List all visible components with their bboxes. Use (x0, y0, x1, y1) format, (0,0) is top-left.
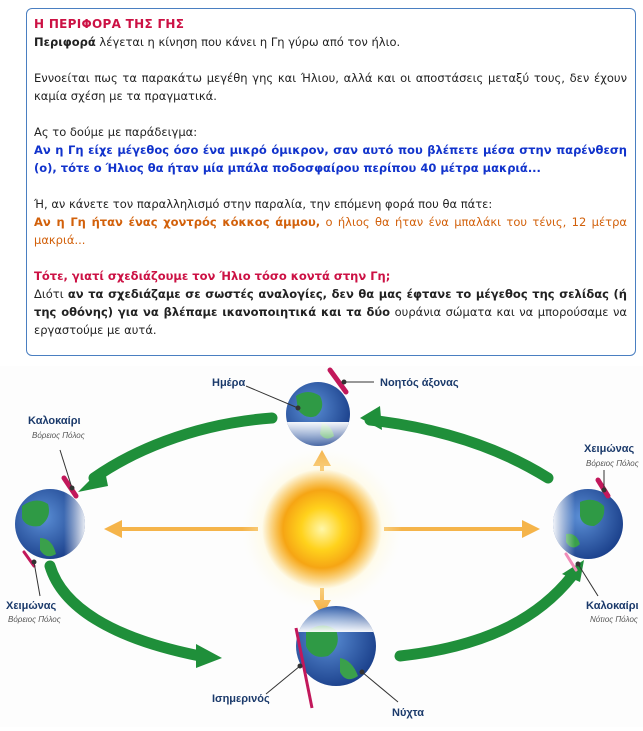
definition-term: Περιφορά (34, 35, 96, 49)
example-omicron: Αν η Γη είχε μέγεθος όσο ένα μικρό όμικρον, σαν αυτό που βλέπετε μέσα στην παρένθεση (ο), τότε ο Ήλιος θα ήταν μία μπάλα ποδοσφαίρου περίπου 40 μέτρα μακριά... (34, 143, 627, 175)
label-summer-right: Καλοκαίρι (586, 600, 639, 612)
label-summer-left-sub: Βόρειος Πόλος (32, 431, 85, 440)
label-night: Νύχτα (392, 707, 425, 719)
label-summer-left: Καλοκαίρι (28, 415, 81, 427)
label-winter-left: Χειμώνας (6, 600, 57, 612)
info-card (26, 8, 636, 356)
orbit-diagram (0, 366, 643, 727)
label-north-axis: Νοητός άξονας (380, 377, 459, 389)
orbit-arrow-top-left (94, 418, 272, 478)
label-equator: Ισημερινός (212, 693, 270, 705)
beach-intro: Ή, αν κάνετε τον παραλληλισμό στην παραλία, την επόμενη φορά που θα πάτε: (34, 197, 493, 211)
question-line: Τότε, γιατί σχεδιάζουμε τον Ήλιο τόσο κοντά στην Γη; (34, 269, 391, 283)
orbit-arrow-bottom-right (400, 576, 572, 656)
earth-right (553, 480, 623, 570)
earth-top (286, 370, 350, 452)
label-winter-right: Χειμώνας (584, 443, 635, 455)
orbit-arrow-bottom-left (50, 566, 200, 656)
answer-paragraph: Διότι αν τα σχεδιάζαμε σε σωστές αναλογίες, δεν θα μας έφτανε το μέγεθος της σελίδας (ή της οθόνης) για να βλέπαμε ικανοποιητικά και τα δύο ουράνια σώματα και να μπορούσαμε να εργαστούμε με αυτά. (34, 287, 627, 337)
scale-note-paragraph: Εννοείται πως τα παρακάτω μεγέθη γης και Ήλιου, αλλά και οι αποστάσεις μεταξύ τους, δεν έχουν καμία σχέση με τα πραγματικά. (34, 71, 627, 103)
earth-left (15, 478, 86, 566)
definition-paragraph: Περιφορά λέγεται η κίνηση που κάνει η Γη γύρω από τον ήλιο. (34, 35, 401, 49)
example-intro: Ας το δούμε με παράδειγμα: (34, 125, 198, 139)
sun (262, 469, 382, 589)
label-summer-right-sub: Νότιος Πόλος (590, 615, 638, 624)
label-winter-right-sub: Βόρειος Πόλος (586, 459, 639, 468)
card-title: Η ΠΕΡΙΦΟΡΑ ΤΗΣ ΓΗΣ (34, 17, 185, 31)
beach-example: Αν η Γη ήταν ένας χοντρός κόκκος άμμου, ο ήλιος θα ήταν ένα μπαλάκι του τένις, 12 μέτρα μακριά... (34, 215, 627, 247)
label-winter-left-sub: Βόρειος Πόλος (8, 615, 61, 624)
earth-bottom (296, 606, 376, 708)
label-day: Ημέρα (212, 377, 246, 389)
orbit-arrow-top-right (370, 420, 548, 478)
orbit-svg (0, 366, 643, 727)
